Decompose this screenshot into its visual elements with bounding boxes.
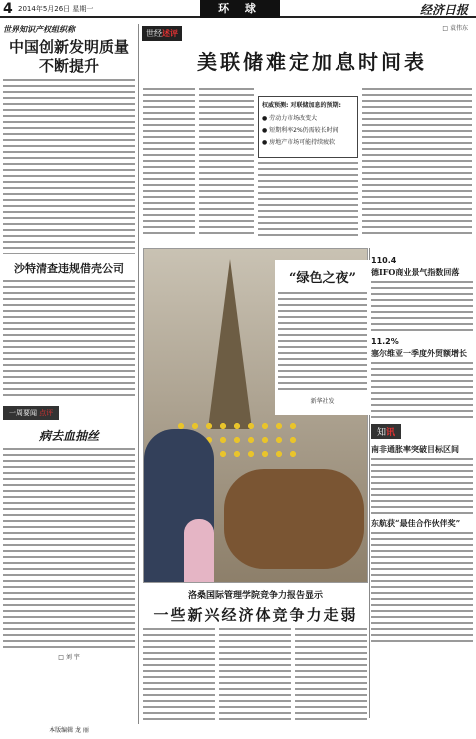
- article-body-text: [371, 532, 473, 642]
- article-body-text: [371, 458, 473, 516]
- ribbon-left-label: 一周要闻: [9, 409, 37, 417]
- article-body-text: [371, 281, 473, 333]
- bottom-kicker: 洛桑国际管理学院竞争力报告显示: [187, 591, 323, 601]
- briefs-ribbon: [371, 424, 401, 439]
- ribbon-right-label: 点评: [39, 409, 54, 417]
- forecast-box: [258, 96, 358, 158]
- article-body-text: [143, 628, 215, 724]
- newspaper-logo: 经济日报: [419, 3, 468, 17]
- caption-title: “绿色之夜”: [289, 271, 356, 286]
- figure-number: 110.4: [371, 256, 397, 265]
- briefs-ribbon-right: 讯: [386, 428, 396, 438]
- article-body-text: [3, 79, 135, 254]
- article-body-text: [219, 628, 291, 724]
- left-kicker: 世界知识产权组织称: [3, 25, 75, 34]
- tag-left: 世经: [146, 29, 162, 38]
- briefs-ribbon-left: 知: [377, 428, 387, 438]
- cow-figure: [224, 469, 364, 569]
- forecast-box-title: 权威预测: 对联储加息的预期:: [262, 102, 341, 109]
- page-header: [0, 0, 476, 18]
- page-number: 4: [3, 1, 13, 17]
- brief-headline: 东航获“最佳合作伙伴奖”: [371, 518, 461, 528]
- article-body-text: [371, 362, 473, 420]
- photo-caption: [275, 260, 370, 415]
- brief-headline: 德IFO商业景气指数回落: [371, 267, 460, 277]
- caption-text: [278, 292, 367, 392]
- caption-credit: 新华社发: [310, 398, 335, 405]
- forecast-item: ● 短期利率2%仍需较长时间: [262, 127, 339, 134]
- figure-number: 11.2%: [371, 337, 399, 346]
- article-body-text: [143, 88, 195, 238]
- section-title: 环 球: [200, 0, 280, 18]
- child-figure: [184, 519, 214, 583]
- forecast-item: ● 房地产市场可能持续疲软: [262, 139, 336, 146]
- article-body-text: [362, 88, 472, 238]
- lead-headline: 美联储难定加息时间表: [197, 50, 427, 74]
- article-body-text: [3, 280, 135, 400]
- brief-headline: 南非通胀率突破目标区间: [371, 444, 459, 454]
- issue-date: 2014年5月26日 星期一: [18, 5, 94, 13]
- commentary-tag: [142, 26, 182, 41]
- bottom-headline: 一些新兴经济体竞争力走弱: [153, 606, 358, 624]
- article-body-text: [295, 628, 367, 724]
- column-divider: [138, 24, 139, 724]
- tag-right: 述评: [162, 29, 178, 38]
- brief-headline: 塞尔维亚一季度外贸额增长: [371, 348, 467, 358]
- article-body-text: [258, 162, 358, 238]
- essay-byline: □ 刘 宇: [58, 654, 80, 661]
- left-column: [3, 24, 135, 724]
- editor-line: □ 袁伟东: [442, 25, 468, 32]
- right-column: [371, 252, 473, 642]
- eiffel-tower-shape: [208, 259, 252, 429]
- article-body-text: [199, 88, 254, 238]
- left-headline: 中国创新发明质量不断提升: [8, 38, 129, 75]
- forecast-item: ● 劳动力市场改变大: [262, 115, 318, 122]
- lead-article-banner: [142, 26, 472, 82]
- article-body-text: [3, 448, 135, 648]
- second-headline: 沙特清查违规借壳公司: [14, 262, 124, 275]
- essay-title: 病去血抽丝: [38, 429, 99, 443]
- weekly-news-ribbon: [3, 406, 59, 420]
- page-footer: 本版编辑 龙 丽: [49, 727, 89, 734]
